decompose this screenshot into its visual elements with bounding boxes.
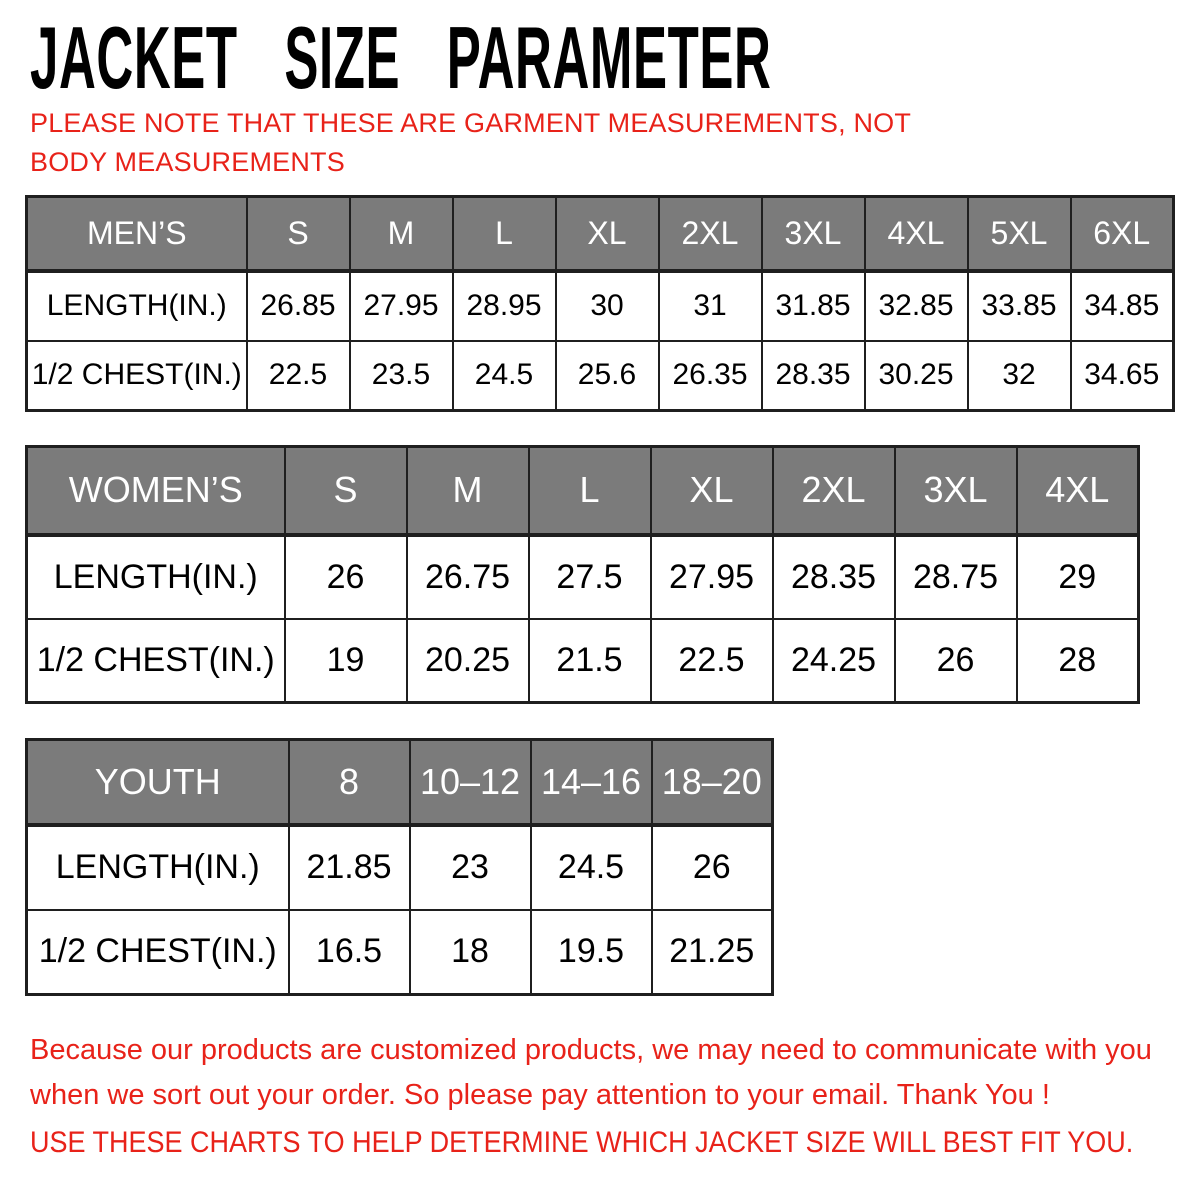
- measurement-cell: 24.5: [531, 825, 652, 910]
- mens-size-header-cell: XL: [556, 197, 659, 271]
- mens-size-table: [25, 195, 1175, 412]
- row-label-cell: 1/2 CHEST(IN.): [27, 910, 289, 995]
- row-label-cell: 1/2 CHEST(IN.): [27, 619, 285, 703]
- measurement-cell: 31: [659, 271, 762, 341]
- youth-chest-row: [27, 910, 773, 995]
- mens-size-header-cell: S: [247, 197, 350, 271]
- womens-size-header-cell: M: [407, 447, 529, 535]
- youth-header-row: [27, 740, 773, 825]
- measurement-cell: 21.85: [289, 825, 410, 910]
- youth-size-header-cell: 10–12: [410, 740, 531, 825]
- measurement-cell: 22.5: [651, 619, 773, 703]
- measurement-cell: 20.25: [407, 619, 529, 703]
- youth-size-table: [25, 738, 774, 996]
- mens-size-header-cell: 4XL: [865, 197, 968, 271]
- measurement-cell: 30.25: [865, 341, 968, 411]
- measurement-cell: 19: [285, 619, 407, 703]
- mens-size-header-cell: 2XL: [659, 197, 762, 271]
- mens-header-row: [27, 197, 1174, 271]
- womens-chest-row: [27, 619, 1139, 703]
- mens-size-header-cell: L: [453, 197, 556, 271]
- measurement-cell: 22.5: [247, 341, 350, 411]
- youth-size-header-cell: 18–20: [652, 740, 773, 825]
- womens-size-header-cell: 2XL: [773, 447, 895, 535]
- customization-notice: Because our products are customized products, we may need to communicate with you when we sort out your order. So please pay attention to your email. Thank You !: [30, 1034, 1152, 1111]
- measurement-cell: 27.95: [350, 271, 453, 341]
- measurement-cell: 26.85: [247, 271, 350, 341]
- womens-header-row: [27, 447, 1139, 535]
- womens-size-header-cell: L: [529, 447, 651, 535]
- womens-size-header-cell: 3XL: [895, 447, 1017, 535]
- youth-size-header-cell: 8: [289, 740, 410, 825]
- womens-size-header-cell: 4XL: [1017, 447, 1139, 535]
- youth-table-title-cell: YOUTH: [27, 740, 289, 825]
- mens-size-header-cell: 5XL: [968, 197, 1071, 271]
- measurement-cell: 28: [1017, 619, 1139, 703]
- mens-table-title-cell: MEN’S: [27, 197, 247, 271]
- measurement-cell: 32: [968, 341, 1071, 411]
- mens-size-header-cell: M: [350, 197, 453, 271]
- womens-table-title-cell: WOMEN’S: [27, 447, 285, 535]
- measurement-cell: 26: [652, 825, 773, 910]
- measurement-cell: 21.5: [529, 619, 651, 703]
- measurement-cell: 26.75: [407, 535, 529, 619]
- measurement-cell: 32.85: [865, 271, 968, 341]
- measurement-cell: 28.75: [895, 535, 1017, 619]
- measurement-cell: 29: [1017, 535, 1139, 619]
- youth-length-row: [27, 825, 773, 910]
- row-label-cell: LENGTH(IN.): [27, 535, 285, 619]
- measurement-cell: 24.5: [453, 341, 556, 411]
- measurement-cell: 26.35: [659, 341, 762, 411]
- measurement-cell: 26: [285, 535, 407, 619]
- mens-size-header-cell: 3XL: [762, 197, 865, 271]
- page-title: JACKET SIZE PARAMETER: [30, 8, 772, 107]
- womens-size-table: [25, 445, 1140, 704]
- measurement-cell: 28.95: [453, 271, 556, 341]
- mens-chest-row: [27, 341, 1174, 411]
- row-label-cell: 1/2 CHEST(IN.): [27, 341, 247, 411]
- fit-instruction: USE THESE CHARTS TO HELP DETERMINE WHICH JACKET SIZE WILL BEST FIT YOU.: [30, 1126, 1134, 1159]
- measurement-cell: 33.85: [968, 271, 1071, 341]
- row-label-cell: LENGTH(IN.): [27, 825, 289, 910]
- measurement-cell: 30: [556, 271, 659, 341]
- measurement-cell: 21.25: [652, 910, 773, 995]
- measurement-cell: 18: [410, 910, 531, 995]
- womens-length-row: [27, 535, 1139, 619]
- womens-size-header-cell: S: [285, 447, 407, 535]
- womens-size-header-cell: XL: [651, 447, 773, 535]
- measurement-cell: 19.5: [531, 910, 652, 995]
- garment-measurement-note: PLEASE NOTE THAT THESE ARE GARMENT MEASUREMENTS, NOT BODY MEASUREMENTS: [30, 108, 911, 177]
- measurement-cell: 25.6: [556, 341, 659, 411]
- row-label-cell: LENGTH(IN.): [27, 271, 247, 341]
- measurement-cell: 34.85: [1071, 271, 1174, 341]
- mens-length-row: [27, 271, 1174, 341]
- measurement-cell: 27.95: [651, 535, 773, 619]
- measurement-cell: 27.5: [529, 535, 651, 619]
- measurement-cell: 34.65: [1071, 341, 1174, 411]
- measurement-cell: 28.35: [773, 535, 895, 619]
- measurement-cell: 23.5: [350, 341, 453, 411]
- measurement-cell: 23: [410, 825, 531, 910]
- measurement-cell: 24.25: [773, 619, 895, 703]
- measurement-cell: 28.35: [762, 341, 865, 411]
- measurement-cell: 16.5: [289, 910, 410, 995]
- measurement-cell: 26: [895, 619, 1017, 703]
- measurement-cell: 31.85: [762, 271, 865, 341]
- mens-size-header-cell: 6XL: [1071, 197, 1174, 271]
- youth-size-header-cell: 14–16: [531, 740, 652, 825]
